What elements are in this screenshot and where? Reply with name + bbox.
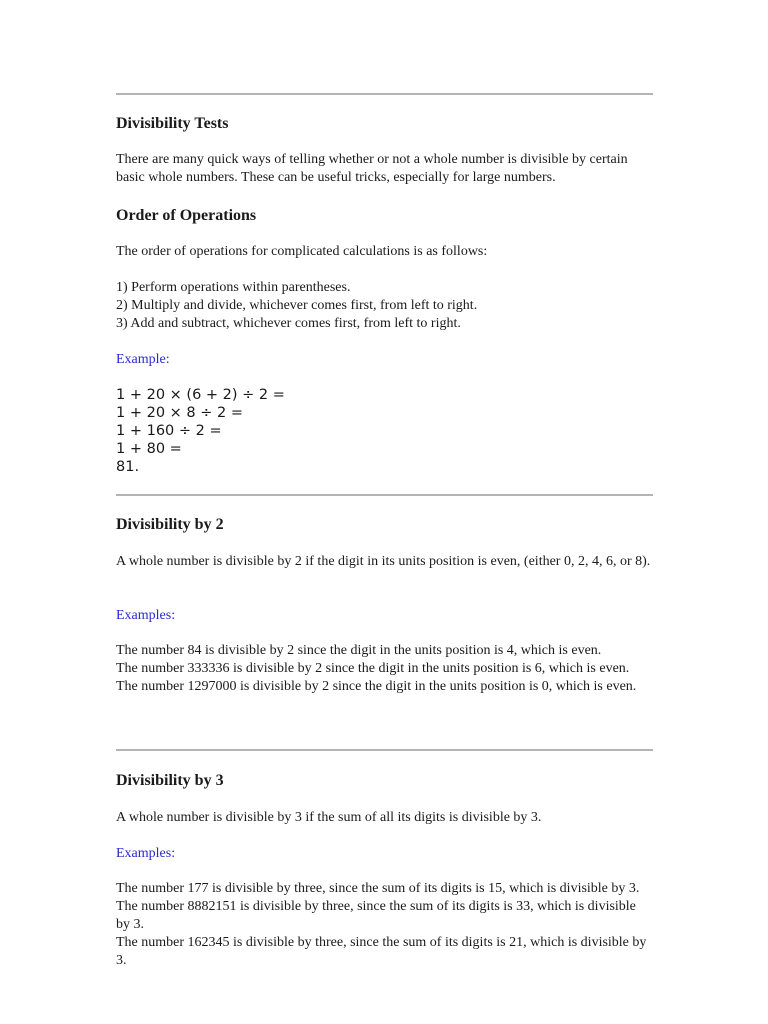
heading-divisibility-by-3: Divisibility by 3: [116, 772, 224, 789]
divisibility-by-3-examples: [116, 880, 653, 970]
step-2: 2) Multiply and divide, whichever comes first, from left to right.: [116, 298, 478, 313]
divisibility-by-3-rule: A whole number is divisible by 3 if the sum of all its digits is divisible by 3.: [116, 810, 542, 825]
calc-line-5: 81.: [116, 459, 140, 475]
calc-line-2: 1 + 20 × 8 ÷ 2 =: [116, 405, 243, 421]
calc-line-3: 1 + 160 ÷ 2 =: [116, 423, 222, 439]
example-3-b: The number 8882151 is divisible by three, since the sum of its digits is 33, which is divisible by 3.: [116, 899, 636, 932]
heading-divisibility-tests: Divisibility Tests: [116, 115, 229, 132]
order-of-operations-steps: [116, 279, 653, 333]
divisibility-tests-intro: There are many quick ways of telling whether or not a whole number is divisible by certain basic whole numbers. These can be useful tricks, especially for large numbers.: [116, 152, 628, 185]
examples-label-2: Examples:: [116, 608, 176, 623]
order-of-operations-intro: The order of operations for complicated calculations is as follows:: [116, 244, 488, 259]
step-1: 1) Perform operations within parentheses.: [116, 280, 351, 295]
example-calculation: [116, 386, 285, 476]
heading-divisibility-by-2: Divisibility by 2: [116, 516, 224, 533]
step-3: 3) Add and subtract, whichever comes first, from left to right.: [116, 316, 461, 331]
calc-line-4: 1 + 80 =: [116, 441, 182, 457]
example-3-c: The number 162345 is divisible by three, since the sum of its digits is 21, which is divisible by 3.: [116, 935, 647, 968]
divisibility-by-2-examples: [116, 642, 653, 696]
heading-order-of-operations: Order of Operations: [116, 207, 257, 224]
horizontal-rule-top: [116, 93, 653, 95]
example-2-b: The number 333336 is divisible by 2 since the digit in the units position is 6, which is even.: [116, 661, 630, 676]
example-2-c: The number 1297000 is divisible by 2 since the digit in the units position is 0, which is even.: [116, 679, 637, 694]
calc-line-1: 1 + 20 × (6 + 2) ÷ 2 =: [116, 387, 285, 403]
example-2-a: The number 84 is divisible by 2 since the digit in the units position is 4, which is even.: [116, 643, 602, 658]
example-label: Example:: [116, 352, 170, 367]
example-3-a: The number 177 is divisible by three, since the sum of its digits is 15, which is divisible by 3.: [116, 881, 640, 896]
horizontal-rule-2: [116, 494, 653, 496]
examples-label-3: Examples:: [116, 846, 176, 861]
divisibility-by-2-rule: A whole number is divisible by 2 if the digit in its units position is even, (either 0, 2, 4, 6, or 8).: [116, 554, 651, 569]
horizontal-rule-3: [116, 749, 653, 751]
